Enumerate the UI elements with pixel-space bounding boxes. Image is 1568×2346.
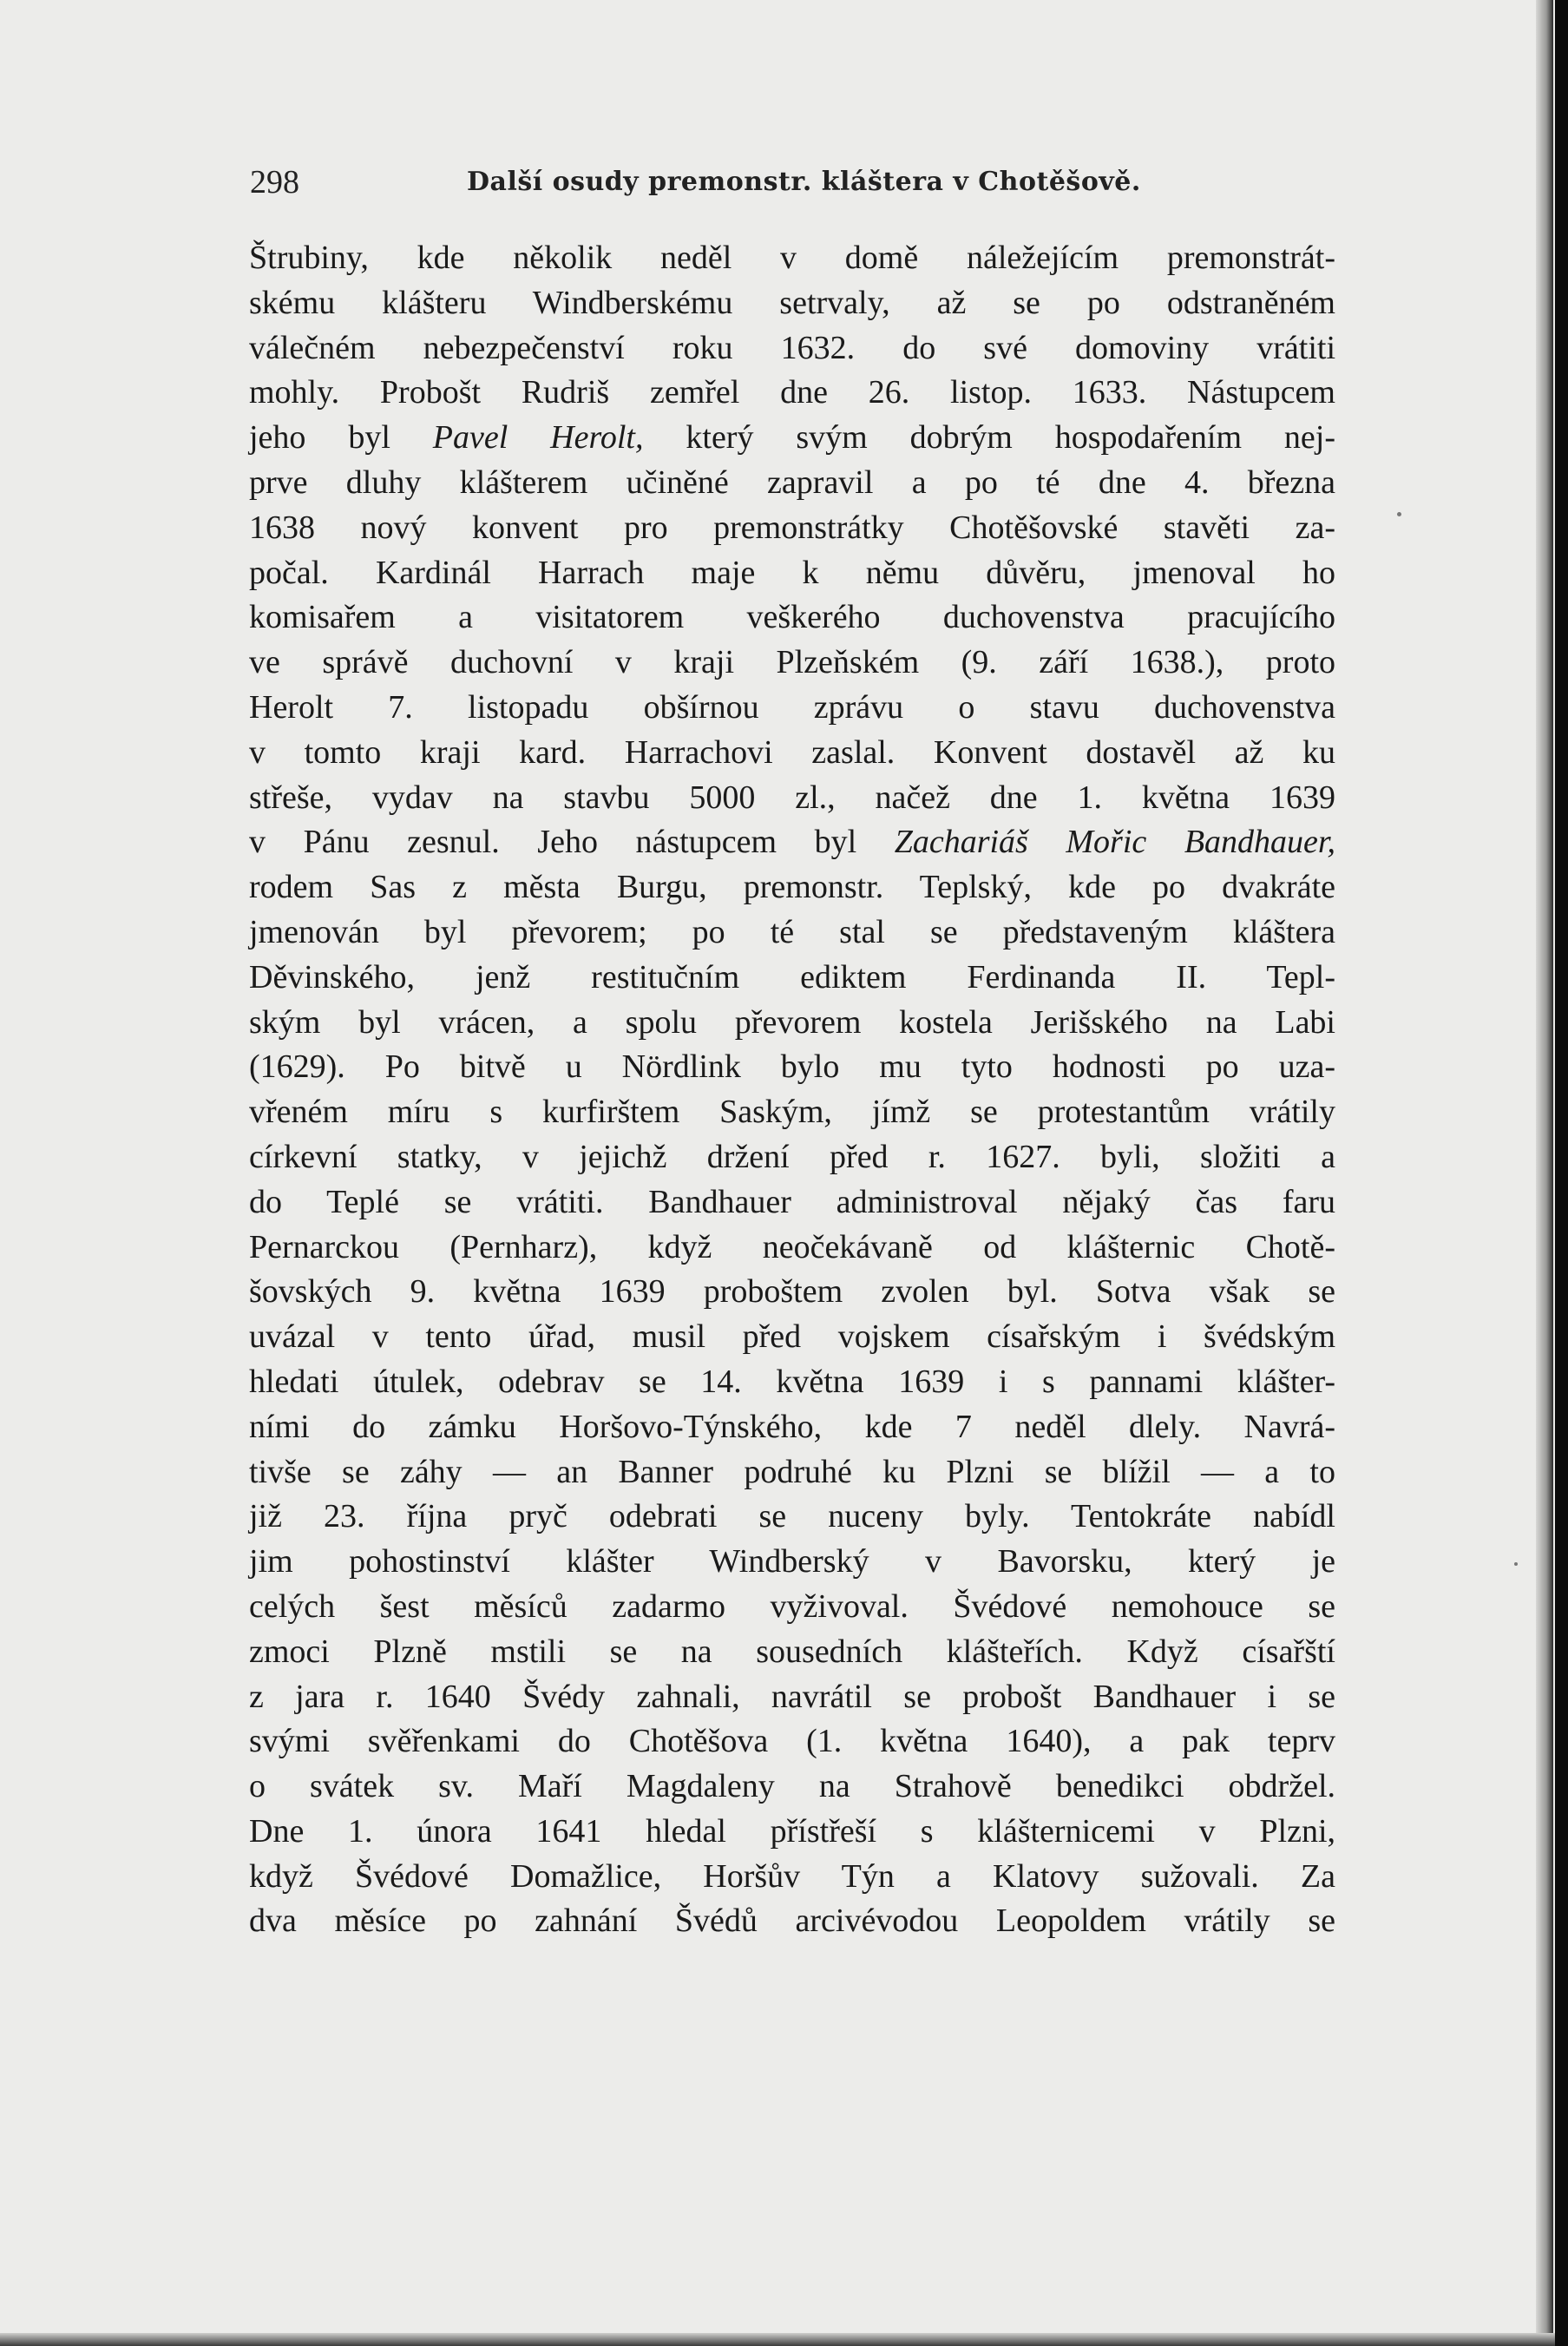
text-line: 1638 nový konvent pro premonstrátky Chotěšovské stavěti za- — [249, 509, 1335, 546]
text-line: dva měsíce po zahnání Švédů arcivévodou Leopoldem vrátily se — [249, 1902, 1335, 1940]
text-line: uvázal v tento úřad, musil před vojskem císařským i švédským — [249, 1318, 1335, 1356]
text-line: když Švédové Domažlice, Horšův Týn a Klatovy sužovali. Za — [249, 1857, 1335, 1895]
text-line: v Pánu zesnul. Jeho nástupcem byl Zachariáš Mořic Bandhauer, — [249, 824, 1335, 861]
text-line: Herolt 7. listopadu obšírnou zprávu o stavu duchovenstva — [249, 688, 1335, 726]
italic-name: Zachariáš Mořic Bandhauer, — [894, 824, 1335, 861]
text-line: již 23. října pryč odebrati se nuceny byly. Tentokráte nabídl — [249, 1498, 1335, 1535]
text-line: rodem Sas z města Burgu, premonstr. Teplský, kde po dvakráte — [249, 869, 1335, 906]
text-line: zmoci Plzně mstili se na sousedních klášteřích. Když císařští — [249, 1633, 1335, 1670]
text-line: mohly. Probošt Rudriš zemřel dne 26. listop. 1633. Nástupcem — [249, 374, 1335, 411]
text-line: jmenován byl převorem; po té stal se představeným kláštera — [249, 913, 1335, 950]
text-line: do Teplé se vrátiti. Bandhauer administroval nějaký čas faru — [249, 1183, 1335, 1220]
text-line: ními do zámku Horšovo-Týnského, kde 7 neděl dlely. Navrá- — [249, 1408, 1335, 1445]
text-line: válečném nebezpečenství roku 1632. do své domoviny vrátiti — [249, 329, 1335, 366]
text-line: ve správě duchovní v kraji Plzeňském (9. září 1638.), proto — [249, 644, 1335, 681]
text-line: Pernarckou (Pernharz), když neočekávaně od klášternic Chotě- — [249, 1228, 1335, 1265]
text-line: hledati útulek, odebrav se 14. května 1639 i s pannami klášter- — [249, 1363, 1335, 1400]
page-bottom-shadow — [0, 2333, 1555, 2346]
text-line: střeše, vydav na stavbu 5000 zl., načež dne 1. května 1639 — [249, 779, 1335, 816]
text-line: o svátek sv. Maří Magdaleny na Strahově benedikci obdržel. — [249, 1768, 1335, 1805]
text-line: z jara r. 1640 Švédy zahnali, navrátil se probošt Bandhauer i se — [249, 1678, 1335, 1715]
text-line: celých šest měsíců zadarmo vyživoval. Švédové nemohouce se — [249, 1587, 1335, 1625]
text-line: (1629). Po bitvě u Nördlink bylo mu tyto hodnosti po uza- — [249, 1048, 1335, 1086]
text-line: Dne 1. února 1641 hledal přístřeší s klášternicemi v Plzni, — [249, 1812, 1335, 1850]
text-line: počal. Kardinál Harrach maje k němu důvěru, jmenoval ho — [249, 554, 1335, 591]
text-line: jeho byl Pavel Herolt, který svým dobrým hospodařením nej- — [249, 419, 1335, 457]
text-line: vřeném míru s kurfirštem Saským, jímž se protestantům vrátily — [249, 1094, 1335, 1131]
running-title: Další osudy premonstr. kláštera v Chotěšově. — [467, 167, 1141, 197]
scan-speck — [1514, 1562, 1518, 1566]
italic-name: Pavel Herolt, — [432, 419, 644, 457]
text-line: svými svěřenkami do Chotěšova (1. května 1640), a pak teprv — [249, 1723, 1335, 1760]
text-line: Štrubiny, kde několik neděl v domě náležejícím premonstrát- — [249, 240, 1335, 276]
page-number: 298 — [250, 164, 299, 200]
page-header — [250, 158, 1333, 210]
text-line: prve dluhy klášterem učiněné zapravil a po té dne 4. března — [249, 463, 1335, 501]
text-line: šovských 9. května 1639 proboštem zvolen byl. Sotva však se — [249, 1273, 1335, 1311]
text-line: komisařem a visitatorem veškerého duchovenstva pracujícího — [249, 599, 1335, 636]
text-line: tivše se záhy — an Banner podruhé ku Plzni se blížil — a to — [249, 1453, 1335, 1490]
text-line: církevní statky, v jejichž držení před r. 1627. byli, složiti a — [249, 1138, 1335, 1175]
scan-speck — [1397, 512, 1401, 516]
page-edge-shadow — [1536, 0, 1553, 2346]
text-line: Děvinského, jenž restitučním ediktem Ferdinanda II. Tepl- — [249, 958, 1335, 996]
text-line: skému klášteru Windberskému setrvaly, až se po odstraněném — [249, 284, 1335, 321]
text-line: ským byl vrácen, a spolu převorem kostela Jerišského na Labi — [249, 1003, 1335, 1041]
body-text — [249, 236, 1335, 1944]
text-line: jim pohostinství klášter Windberský v Bavorsku, který je — [249, 1543, 1335, 1580]
text-line: v tomto kraji kard. Harrachovi zaslal. Konvent dostavěl až ku — [249, 733, 1335, 771]
